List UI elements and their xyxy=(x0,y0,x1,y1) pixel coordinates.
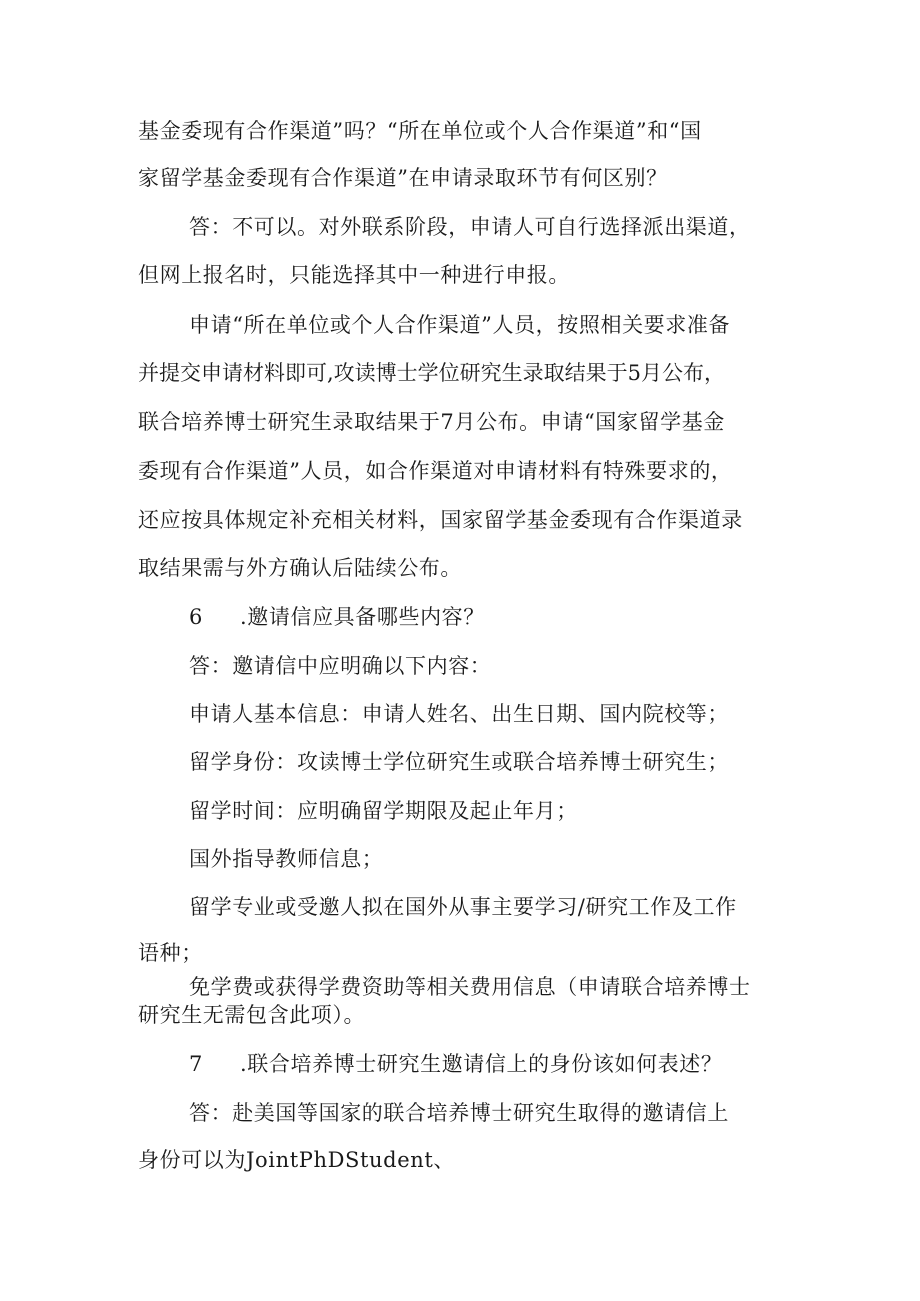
question-number: 6 xyxy=(189,605,203,629)
text-line: 取结果需与外方确认后陆续公布。 xyxy=(138,556,462,580)
text-line: 家留学基金委现有合作渠道”在申请录取环节有何区别？ xyxy=(138,166,668,190)
question-heading: .邀请信应具备哪些内容？ xyxy=(240,605,485,629)
text-line: 并提交申请材料即可,攻读博士学位研究生录取结果于5月公布， xyxy=(138,361,726,385)
text-line: 答：邀请信中应明确以下内容： xyxy=(189,654,492,678)
text-line: 申请“所在单位或个人合作渠道”人员，按照相关要求准备 xyxy=(189,313,731,337)
text-line: 研究生无需包含此项）。 xyxy=(138,1003,366,1027)
text-line: 联合培养博士研究生录取结果于7月公布。申请“国家留学基金 xyxy=(138,410,725,434)
text-line: 还应按具体规定补充相关材料，国家留学基金委现有合作渠道录 xyxy=(138,508,743,532)
text-line: 国外指导教师信息； xyxy=(189,847,384,871)
text-line: 申请人基本信息：申请人姓名、出生日期、国内院校等； xyxy=(189,702,729,726)
text-line: 答：赴美国等国家的联合培养博士研究生取得的邀请信上 xyxy=(189,1101,729,1125)
question-heading: .联合培养博士研究生邀请信上的身份该如何表述？ xyxy=(240,1052,723,1076)
text-line: 留学身份：攻读博士学位研究生或联合培养博士研究生； xyxy=(189,750,729,774)
text-line: 委现有合作渠道”人员，如合作渠道对申请材料有特殊要求的， xyxy=(138,459,733,483)
text-line: 答：不可以。对外联系阶段，申请人可自行选择派出渠道， xyxy=(189,215,751,239)
text-line: 留学时间：应明确留学期限及起止年月； xyxy=(189,799,578,823)
text-line: 免学费或获得学费资助等相关费用信息（申请联合培养博士 xyxy=(189,975,751,999)
text-line: 语种； xyxy=(138,941,203,965)
question-number: 7 xyxy=(189,1052,203,1076)
text-line: 身份可以为JointPhDStudent、 xyxy=(138,1148,456,1172)
text-line: 基金委现有合作渠道”吗？“所在单位或个人合作渠道”和“国 xyxy=(138,119,702,143)
text-line: 留学专业或受邀人拟在国外从事主要学习/研究工作及工作 xyxy=(189,895,737,919)
text-line: 但网上报名时，只能选择其中一种进行申报。 xyxy=(138,263,570,287)
